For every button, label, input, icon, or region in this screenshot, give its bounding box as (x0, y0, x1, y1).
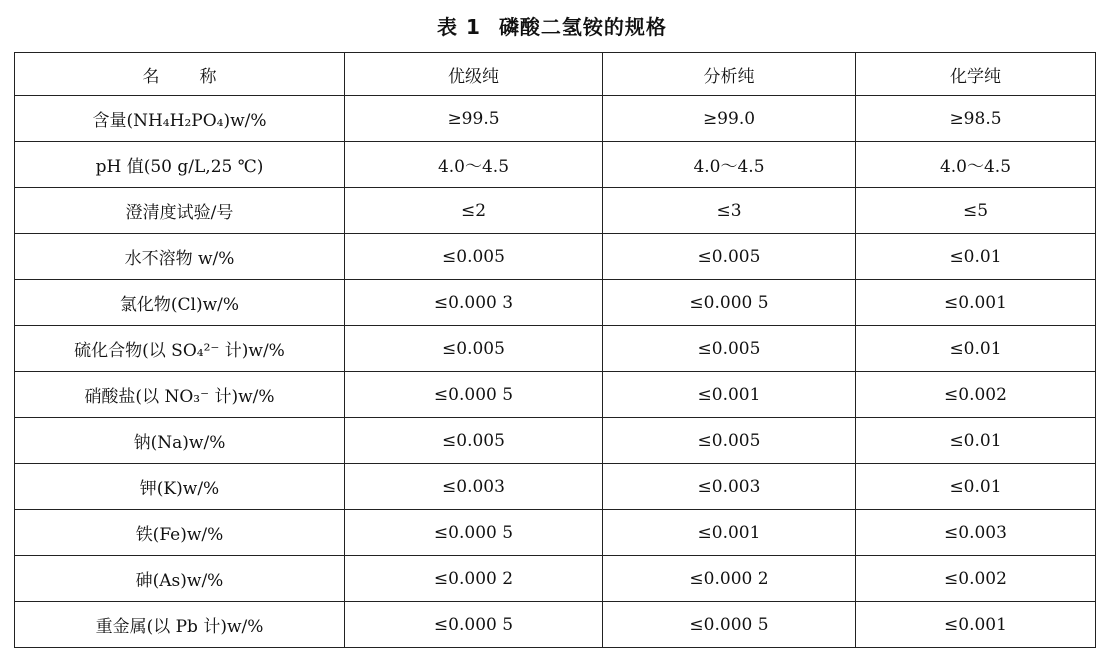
header-grade-cp: 化学纯 (856, 53, 1096, 96)
cell-gr: ≤0.000 5 (345, 372, 603, 418)
header-grade-ar: 分析纯 (603, 53, 856, 96)
table-caption: 磷酸二氢铵的规格 (498, 15, 667, 39)
cell-ar: 4.0～4.5 (603, 142, 856, 188)
row-name: 钠(Na)w/% (15, 418, 345, 464)
header-row (15, 53, 1096, 96)
cell-ar: ≤0.005 (603, 234, 856, 280)
cell-ar: ≤0.000 5 (603, 602, 856, 648)
cell-ar: ≤0.005 (603, 418, 856, 464)
table-body (15, 96, 1096, 648)
cell-gr: ≤0.000 2 (345, 556, 603, 602)
cell-gr: ≤0.005 (345, 326, 603, 372)
row-name: 含量(NH₄H₂PO₄)w/% (15, 96, 345, 142)
header-name: 名称 (15, 53, 345, 96)
cell-gr: ≤0.000 5 (345, 510, 603, 556)
cell-cp: ≤0.01 (856, 464, 1096, 510)
table-row (15, 464, 1096, 510)
cell-cp: ≤0.003 (856, 510, 1096, 556)
cell-gr: ≤0.005 (345, 418, 603, 464)
table-row (15, 418, 1096, 464)
row-name: 氯化物(Cl)w/% (15, 280, 345, 326)
table-row (15, 234, 1096, 280)
row-name: 砷(As)w/% (15, 556, 345, 602)
row-name: 硝酸盐(以 NO₃⁻ 计)w/% (15, 372, 345, 418)
table-row (15, 280, 1096, 326)
row-name: 钾(K)w/% (15, 464, 345, 510)
cell-ar: ≤0.000 2 (603, 556, 856, 602)
cell-gr: ≤0.003 (345, 464, 603, 510)
table-row (15, 372, 1096, 418)
row-name: pH 值(50 g/L,25 ℃) (15, 142, 345, 188)
row-name: 重金属(以 Pb 计)w/% (15, 602, 345, 648)
table-row (15, 510, 1096, 556)
table-row (15, 556, 1096, 602)
row-name: 铁(Fe)w/% (15, 510, 345, 556)
cell-cp: ≤0.01 (856, 234, 1096, 280)
table-row (15, 96, 1096, 142)
row-name: 水不溶物 w/% (15, 234, 345, 280)
cell-cp: ≤0.002 (856, 372, 1096, 418)
table-row (15, 188, 1096, 234)
cell-cp: ≤0.01 (856, 418, 1096, 464)
row-name: 硫化合物(以 SO₄²⁻ 计)w/% (15, 326, 345, 372)
cell-cp: 4.0～4.5 (856, 142, 1096, 188)
cell-gr: ≤0.000 3 (345, 280, 603, 326)
cell-ar: ≤3 (603, 188, 856, 234)
cell-ar: ≤0.003 (603, 464, 856, 510)
cell-gr: ≥99.5 (345, 96, 603, 142)
cell-cp: ≤0.002 (856, 556, 1096, 602)
cell-gr: ≤0.000 5 (345, 602, 603, 648)
spec-table (14, 52, 1096, 648)
cell-ar: ≤0.000 5 (603, 280, 856, 326)
cell-ar: ≤0.001 (603, 510, 856, 556)
cell-ar: ≤0.001 (603, 372, 856, 418)
cell-cp: ≤5 (856, 188, 1096, 234)
table-number: 表 1 (437, 15, 481, 39)
cell-ar: ≤0.005 (603, 326, 856, 372)
cell-gr: ≤2 (345, 188, 603, 234)
cell-gr: ≤0.005 (345, 234, 603, 280)
cell-cp: ≤0.001 (856, 602, 1096, 648)
table-row (15, 326, 1096, 372)
cell-cp: ≥98.5 (856, 96, 1096, 142)
cell-gr: 4.0～4.5 (345, 142, 603, 188)
table-header (15, 53, 1096, 96)
row-name: 澄清度试验/号 (15, 188, 345, 234)
header-grade-gr: 优级纯 (345, 53, 603, 96)
cell-cp: ≤0.001 (856, 280, 1096, 326)
table-row (15, 602, 1096, 648)
table-row (15, 142, 1096, 188)
table-title (0, 14, 1104, 40)
cell-ar: ≥99.0 (603, 96, 856, 142)
cell-cp: ≤0.01 (856, 326, 1096, 372)
